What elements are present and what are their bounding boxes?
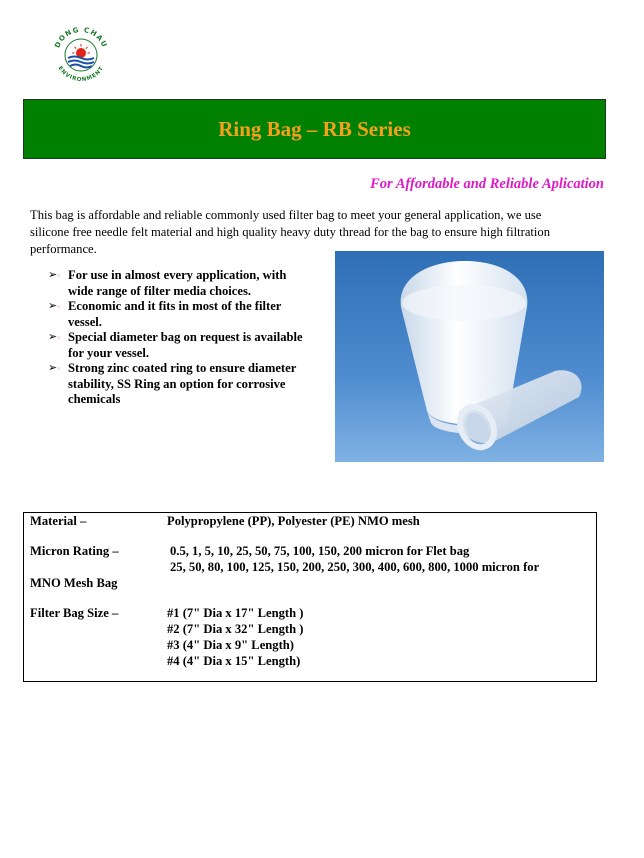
company-logo <box>48 22 114 88</box>
feature-item <box>48 361 316 408</box>
page-title: Ring Bag – RB Series <box>218 116 411 141</box>
spec-value: #3 (4" Dia x 9" Length) <box>167 638 294 652</box>
spec-label: Micron Rating – <box>30 544 119 558</box>
feature-item <box>48 268 316 299</box>
feature-line: stability, SS Ring an option for corrosive <box>68 376 286 391</box>
feature-line: Special diameter bag on request is available <box>68 330 303 344</box>
arrow-bullet-icon: ➢◦ <box>48 300 61 312</box>
feature-list <box>48 268 316 408</box>
spec-value: Polypropylene (PP), Polyester (PE) NMO mesh <box>167 514 420 528</box>
feature-line: Economic and it fits in most of the filter <box>68 299 282 313</box>
feature-line: For use in almost every application, with <box>68 268 287 282</box>
intro-line: This bag is affordable and reliable commonly used filter bag to meet your general application, we use <box>30 208 542 222</box>
feature-line: Strong zinc coated ring to ensure diameter <box>68 361 297 375</box>
feature-line: vessel. <box>68 314 102 329</box>
spec-value: 0.5, 1, 5, 10, 25, 50, 75, 100, 150, 200 micron for Flet bag <box>170 544 470 558</box>
arrow-bullet-icon: ➢◦ <box>48 362 61 374</box>
feature-line: for your vessel. <box>68 345 150 360</box>
feature-line: wide range of filter media choices. <box>68 283 252 298</box>
intro-line: performance. <box>30 242 97 256</box>
spec-label: Filter Bag Size – <box>30 606 119 620</box>
feature-item <box>48 299 316 330</box>
filter-bag-photo-icon <box>335 251 604 462</box>
spec-value: #1 (7" Dia x 17" Length ) <box>167 606 304 620</box>
spec-label: MNO Mesh Bag <box>30 576 118 590</box>
arrow-bullet-icon: ➢◦ <box>48 269 61 281</box>
spec-value: #4 (4" Dia x 15" Length) <box>167 654 301 668</box>
spec-table <box>23 512 597 682</box>
feature-item <box>48 330 316 361</box>
intro-line: silicone free needle felt material and high quality heavy duty thread for the bag to ensure high filtration <box>30 225 551 239</box>
feature-line: chemicals <box>68 392 121 406</box>
logo-name-top: DONG CHAU <box>53 25 109 50</box>
spec-value: 25, 50, 80, 100, 125, 150, 200, 250, 300, 400, 600, 800, 1000 micron for <box>170 560 540 574</box>
spec-label: Material – <box>30 514 87 528</box>
tagline: For Affordable and Reliable Aplication <box>370 176 604 192</box>
logo-name-bottom: ENVIRONMENT <box>56 65 106 84</box>
arrow-bullet-icon: ➢◦ <box>48 331 61 343</box>
spec-value: #2 (7" Dia x 32" Length ) <box>167 622 304 636</box>
title-banner <box>23 99 606 159</box>
